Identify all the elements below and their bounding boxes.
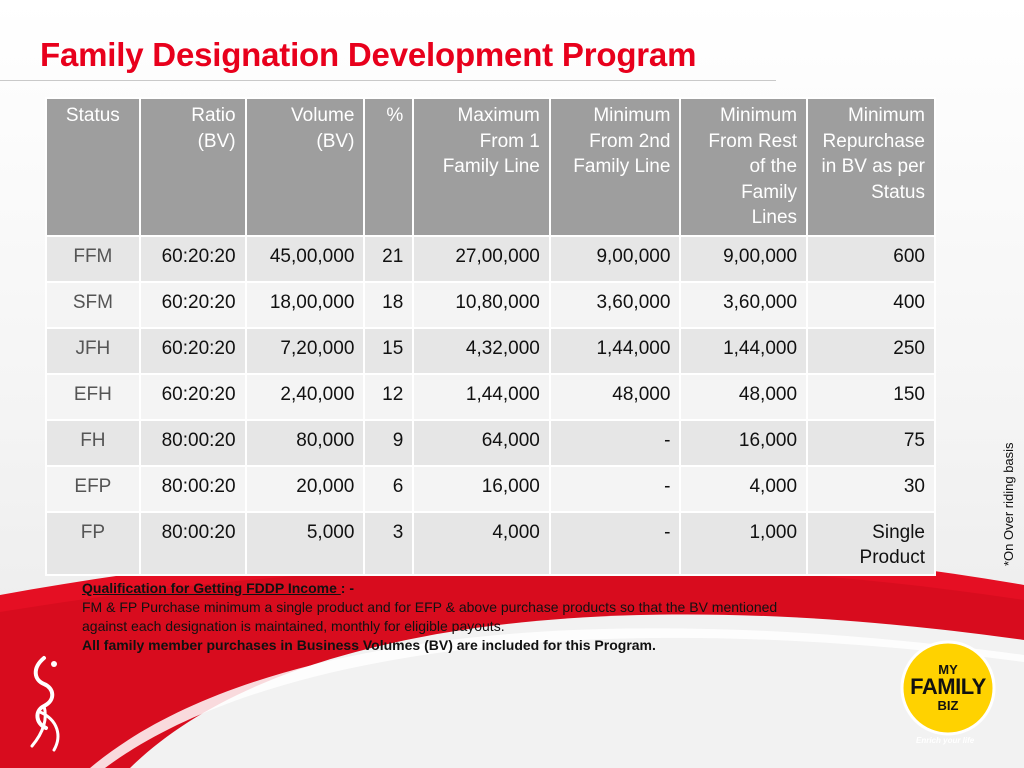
header-ratio: Ratio (BV) [140, 98, 246, 236]
cell-ratio: 60:20:20 [140, 374, 246, 420]
table-row [46, 420, 935, 466]
cell-status: SFM [46, 282, 140, 328]
cell-min-rest: 1,44,000 [680, 328, 807, 374]
header-min-line-2: Minimum From 2nd Family Line [550, 98, 681, 236]
cell-ratio: 80:00:20 [140, 466, 246, 512]
cell-min-repurchase: 150 [807, 374, 935, 420]
cell-min-repurchase: 75 [807, 420, 935, 466]
cell-max-line-1: 10,80,000 [413, 282, 550, 328]
logo-tagline: Enrich your life [916, 736, 975, 745]
shree-logo-icon [14, 650, 74, 755]
cell-volume: 5,000 [246, 512, 365, 575]
cell-min-repurchase: 250 [807, 328, 935, 374]
logo-text-family: FAMILY [910, 674, 986, 699]
header-volume: Volume (BV) [246, 98, 365, 236]
table-row [46, 328, 935, 374]
cell-percent: 15 [364, 328, 413, 374]
logo-text-my: MY [938, 662, 958, 677]
cell-min-repurchase: Single Product [807, 512, 935, 575]
cell-percent: 18 [364, 282, 413, 328]
page-title: Family Designation Development Program [40, 36, 697, 73]
cell-min-line-2: - [550, 512, 681, 575]
table-row [46, 236, 935, 282]
cell-volume: 7,20,000 [246, 328, 365, 374]
cell-min-line-2: - [550, 466, 681, 512]
table-header-row [46, 98, 935, 236]
cell-min-line-2: - [550, 420, 681, 466]
header-percent: % [364, 98, 413, 236]
cell-status: FFM [46, 236, 140, 282]
header-min-rest: Minimum From Rest of the Family Lines [680, 98, 807, 236]
qualification-line-2: All family member purchases in Business Volumes (BV) are included for this Program. [82, 637, 656, 653]
cell-min-repurchase: 400 [807, 282, 935, 328]
header-status: Status [46, 98, 140, 236]
cell-ratio: 60:20:20 [140, 328, 246, 374]
title-divider [0, 80, 776, 81]
cell-min-repurchase: 600 [807, 236, 935, 282]
cell-min-line-2: 3,60,000 [550, 282, 681, 328]
cell-volume: 20,000 [246, 466, 365, 512]
cell-max-line-1: 16,000 [413, 466, 550, 512]
myfamilybiz-logo [898, 640, 998, 740]
cell-min-line-2: 9,00,000 [550, 236, 681, 282]
cell-max-line-1: 4,000 [413, 512, 550, 575]
table-row [46, 466, 935, 512]
side-note: *On Over riding basis [1001, 442, 1016, 566]
cell-max-line-1: 4,32,000 [413, 328, 550, 374]
cell-min-rest: 16,000 [680, 420, 807, 466]
logo-text-biz: BIZ [937, 698, 959, 713]
qualification-heading [82, 579, 822, 598]
cell-max-line-1: 27,00,000 [413, 236, 550, 282]
cell-min-rest: 48,000 [680, 374, 807, 420]
table-row [46, 374, 935, 420]
cell-percent: 12 [364, 374, 413, 420]
header-min-repurchase: Minimum Repurchase in BV as per Status [807, 98, 935, 236]
designation-table [45, 97, 936, 576]
cell-status: FP [46, 512, 140, 575]
qualification-note [82, 579, 822, 655]
cell-status: EFP [46, 466, 140, 512]
cell-min-rest: 1,000 [680, 512, 807, 575]
cell-min-repurchase: 30 [807, 466, 935, 512]
cell-percent: 3 [364, 512, 413, 575]
cell-ratio: 60:20:20 [140, 282, 246, 328]
cell-percent: 9 [364, 420, 413, 466]
qualification-heading-text: Qualification for Getting FDDP Income [82, 580, 341, 596]
table-row [46, 512, 935, 575]
cell-min-line-2: 48,000 [550, 374, 681, 420]
cell-ratio: 60:20:20 [140, 236, 246, 282]
header-max-line-1: Maximum From 1 Family Line [413, 98, 550, 236]
qualification-line-1: FM & FP Purchase minimum a single product and for EFP & above purchase products so that the BV mentioned against each designation is maintained, monthly for eligible payouts. [82, 599, 778, 634]
cell-min-rest: 3,60,000 [680, 282, 807, 328]
cell-percent: 6 [364, 466, 413, 512]
table-row [46, 282, 935, 328]
cell-volume: 18,00,000 [246, 282, 365, 328]
cell-volume: 80,000 [246, 420, 365, 466]
cell-min-rest: 4,000 [680, 466, 807, 512]
cell-volume: 45,00,000 [246, 236, 365, 282]
cell-max-line-1: 64,000 [413, 420, 550, 466]
cell-max-line-1: 1,44,000 [413, 374, 550, 420]
cell-status: FH [46, 420, 140, 466]
qualification-heading-suffix: : - [340, 580, 354, 596]
cell-min-line-2: 1,44,000 [550, 328, 681, 374]
cell-status: EFH [46, 374, 140, 420]
cell-ratio: 80:00:20 [140, 512, 246, 575]
cell-min-rest: 9,00,000 [680, 236, 807, 282]
cell-status: JFH [46, 328, 140, 374]
cell-ratio: 80:00:20 [140, 420, 246, 466]
cell-volume: 2,40,000 [246, 374, 365, 420]
cell-percent: 21 [364, 236, 413, 282]
